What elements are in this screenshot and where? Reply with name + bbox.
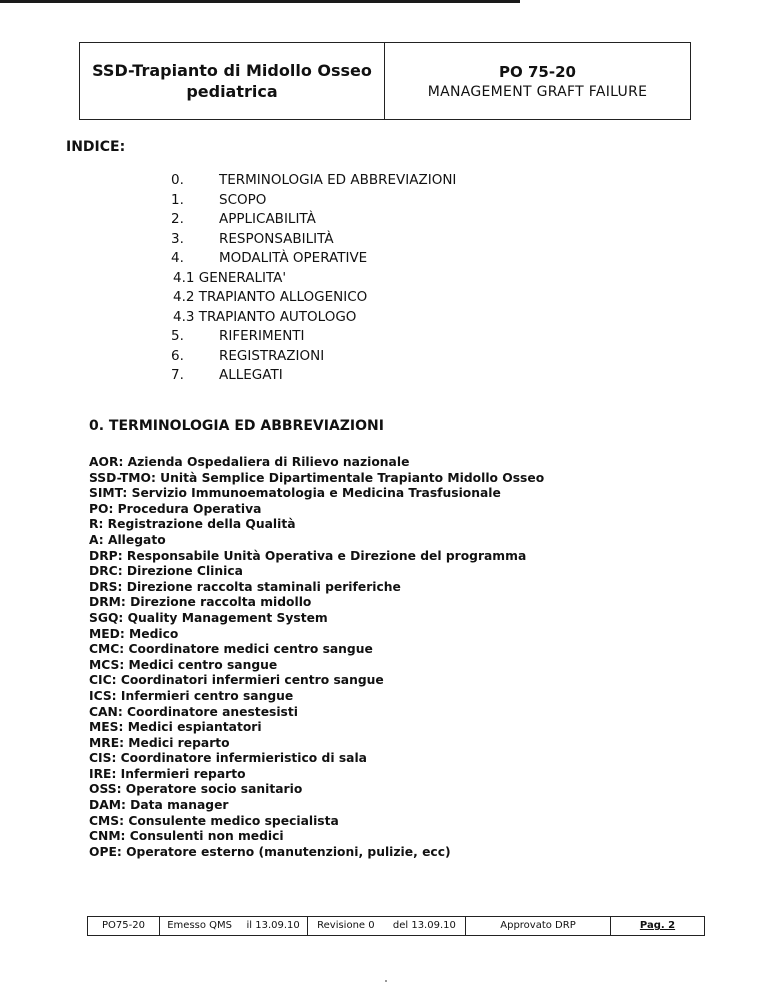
toc-sublabel: 4.1 GENERALITA' bbox=[173, 269, 287, 286]
toc-label: APPLICABILITÀ bbox=[219, 211, 316, 227]
document-title: MANAGEMENT GRAFT FAILURE bbox=[427, 84, 648, 100]
scan-speck bbox=[385, 980, 387, 982]
abbreviation-row: OSS: Operatore socio sanitario bbox=[89, 782, 303, 797]
footer-code: PO75-20 bbox=[102, 920, 145, 931]
abbreviation-row: MRE: Medici reparto bbox=[89, 735, 230, 750]
abbreviation-row: OPE: Operatore esterno (manutenzioni, pulizie, ecc) bbox=[89, 844, 451, 859]
toc-number: 4. bbox=[171, 250, 184, 266]
abbreviation-row: CMC: Coordinatore medici centro sangue bbox=[89, 642, 373, 657]
abbreviation-row: DRS: Direzione raccolta staminali periferiche bbox=[89, 579, 401, 594]
abbreviation-row: IRE: Infermieri reparto bbox=[89, 766, 246, 781]
abbreviation-row: CMS: Consulente medico specialista bbox=[89, 813, 339, 828]
footer-page-number: Pag. 2 bbox=[639, 920, 676, 931]
footer-cell-issued bbox=[160, 917, 308, 935]
toc-number: 5. bbox=[171, 328, 184, 344]
document-id bbox=[385, 43, 690, 119]
abbreviation-row: SGQ: Quality Management System bbox=[89, 610, 328, 625]
footer-cell-code bbox=[88, 917, 160, 935]
toc-label: REGISTRAZIONI bbox=[219, 347, 325, 364]
abbreviation-row: CIC: Coordinatori infermieri centro sangue bbox=[89, 673, 384, 688]
toc-label: MODALITÀ OPERATIVE bbox=[219, 250, 368, 266]
toc-label: SCOPO bbox=[219, 191, 267, 208]
toc-number: 3. bbox=[171, 230, 184, 247]
abbreviation-row: MES: Medici espiantatori bbox=[89, 720, 262, 735]
abbreviation-row: MCS: Medici centro sangue bbox=[89, 657, 278, 672]
toc-number: 6. bbox=[171, 347, 184, 364]
toc-number: 0. bbox=[171, 172, 184, 188]
document-code: PO 75-20 bbox=[499, 63, 576, 81]
footer-revision-date: del 13.09.10 bbox=[392, 920, 456, 931]
abbreviation-row: SSD-TMO: Unità Semplice Dipartimentale Trapianto Midollo Osseo bbox=[89, 470, 545, 485]
top-rule bbox=[0, 0, 520, 3]
section-heading: 0. TERMINOLOGIA ED ABBREVIAZIONI bbox=[89, 418, 384, 434]
toc-label: RESPONSABILITÀ bbox=[219, 230, 334, 247]
unit-name bbox=[80, 43, 385, 119]
toc-label: RIFERIMENTI bbox=[219, 328, 305, 344]
footer-revision: Revisione 0 bbox=[317, 920, 375, 931]
footer-issued: Emesso QMS bbox=[167, 920, 233, 931]
abbreviation-row: CAN: Coordinatore anestesisti bbox=[89, 704, 298, 719]
abbreviation-row: AOR: Azienda Ospedaliera di Rilievo nazionale bbox=[89, 455, 410, 469]
document-footer bbox=[87, 916, 705, 936]
toc-number: 1. bbox=[171, 191, 184, 208]
abbreviation-list bbox=[89, 455, 544, 860]
toc-number: 7. bbox=[171, 367, 184, 383]
abbreviation-row: MED: Medico bbox=[89, 626, 179, 641]
footer-cell-approved bbox=[466, 917, 611, 935]
footer-cell-revision bbox=[308, 917, 466, 935]
abbreviation-row: CIS: Coordinatore infermieristico di sala bbox=[89, 751, 367, 766]
toc-label: ALLEGATI bbox=[219, 367, 283, 383]
abbreviation-row: CNM: Consulenti non medici bbox=[89, 829, 284, 844]
abbreviation-row: DRP: Responsabile Unità Operativa e Direzione del programma bbox=[89, 548, 527, 563]
toc-sublabel: 4.3 TRAPIANTO AUTOLOGO bbox=[173, 308, 357, 325]
abbreviation-row: DRC: Direzione Clinica bbox=[89, 564, 243, 579]
footer-approved: Approvato DRP bbox=[500, 920, 576, 931]
abbreviation-row: PO: Procedura Operativa bbox=[89, 501, 262, 516]
unit-name-line2: pediatrica bbox=[186, 82, 278, 101]
abbreviation-row: DRM: Direzione raccolta midollo bbox=[89, 595, 312, 610]
document-header bbox=[79, 42, 691, 120]
unit-name-line1: SSD-Trapianto di Midollo Osseo bbox=[92, 61, 372, 80]
index-heading: INDICE: bbox=[66, 139, 126, 155]
abbreviation-row: R: Registrazione della Qualità bbox=[89, 517, 296, 532]
abbreviation-row: DAM: Data manager bbox=[89, 798, 229, 813]
footer-cell-page bbox=[611, 917, 704, 935]
abbreviation-row: SIMT: Servizio Immunoematologia e Medicina Trasfusionale bbox=[89, 486, 501, 501]
footer-issued-date: il 13.09.10 bbox=[246, 920, 300, 931]
abbreviation-row: ICS: Infermieri centro sangue bbox=[89, 688, 294, 703]
toc-label: TERMINOLOGIA ED ABBREVIAZIONI bbox=[219, 172, 457, 188]
toc-number: 2. bbox=[171, 211, 184, 227]
abbreviation-row: A: Allegato bbox=[89, 532, 166, 547]
toc-sublabel: 4.2 TRAPIANTO ALLOGENICO bbox=[173, 289, 368, 305]
